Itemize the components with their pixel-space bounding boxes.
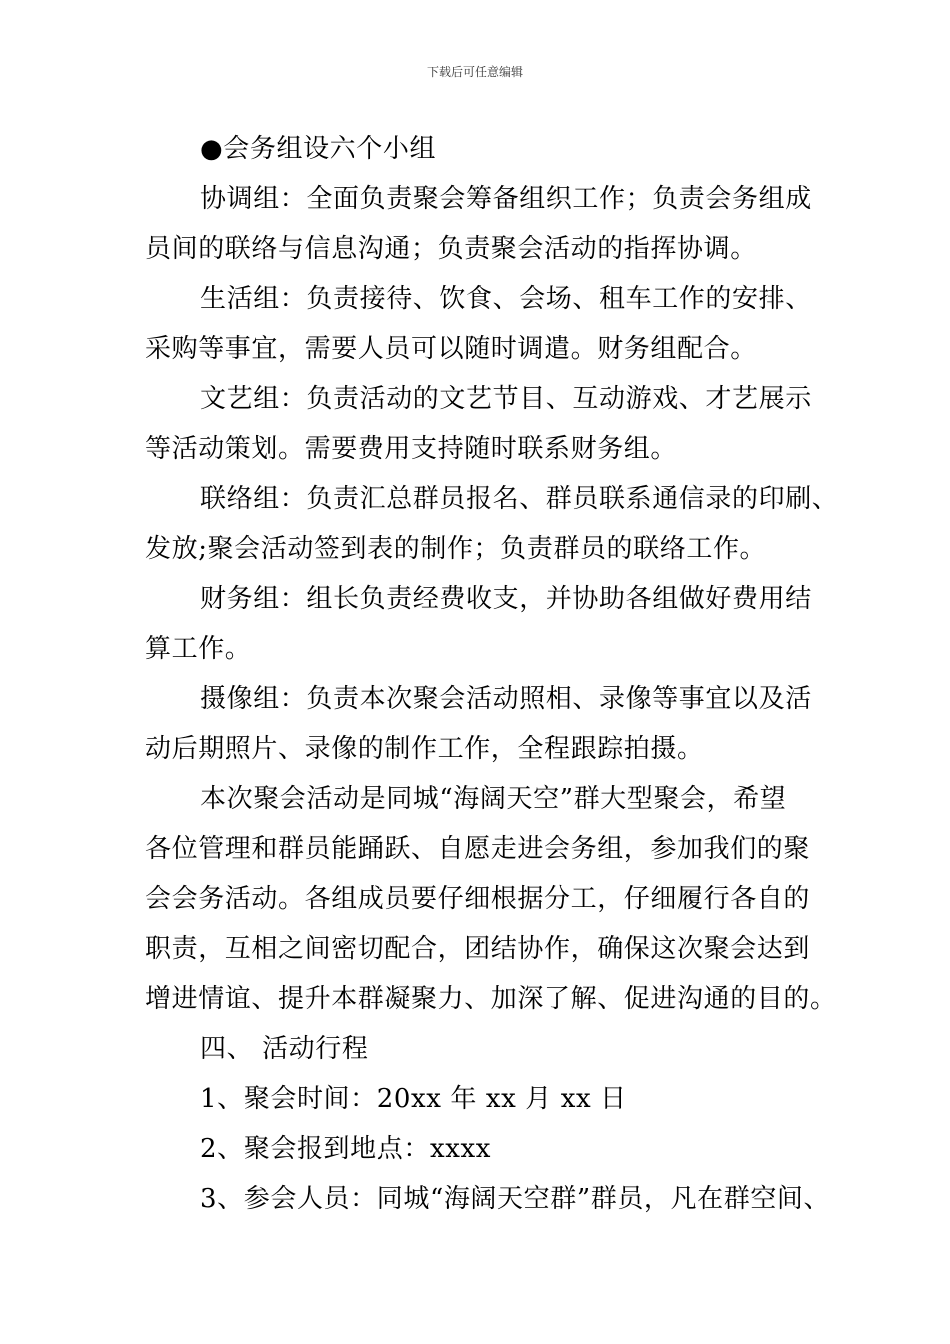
paragraph-line: 各位管理和群员能踊跃、自愿走进会务组，参加我们的聚	[145, 834, 811, 864]
list-item: 2、聚会报到地点：xxxx	[200, 1134, 491, 1164]
section-heading: 四、 活动行程	[200, 1034, 369, 1064]
paragraph-line: 协调组：全面负责聚会筹备组织工作；负责会务组成	[200, 184, 812, 214]
paragraph-line: 员间的联络与信息沟通；负责聚会活动的指挥协调。	[145, 234, 757, 264]
list-item: 3、参会人员：同城“海阔天空群”群员，凡在群空间、	[200, 1184, 831, 1214]
paragraph-line: 文艺组：负责活动的文艺节目、互动游戏、才艺展示	[200, 384, 812, 414]
paragraph-line: 本次聚会活动是同城“海阔天空”群大型聚会，希望	[200, 784, 787, 814]
paragraph-line: 动后期照片、录像的制作工作，全程跟踪拍摄。	[145, 734, 704, 764]
paragraph-line: 摄像组：负责本次聚会活动照相、录像等事宜以及活	[200, 684, 812, 714]
paragraph-line: 算工作。	[145, 634, 252, 664]
paragraph-line: 会会务活动。各组成员要仔细根据分工，仔细履行各自的	[145, 884, 811, 914]
list-item: 1、聚会时间：20xx 年 xx 月 xx 日	[200, 1084, 627, 1114]
document-body	[145, 124, 839, 1224]
paragraph-line: 职责，互相之间密切配合，团结协作，确保这次聚会达到	[145, 934, 811, 964]
paragraph-line: 采购等事宜，需要人员可以随时调遣。财务组配合。	[145, 334, 757, 364]
paragraph-line: 等活动策划。需要费用支持随时联系财务组。	[145, 434, 678, 464]
paragraph-line: 增进情谊、提升本群凝聚力、加深了解、促进沟通的目的。	[145, 984, 837, 1014]
section-heading: ●会务组设六个小组	[200, 134, 437, 164]
paragraph-line: 发放;聚会活动签到表的制作；负责群员的联络工作。	[145, 534, 767, 564]
paragraph-line: 联络组：负责汇总群员报名、群员联系通信录的印刷、	[200, 484, 839, 514]
paragraph-line: 财务组：组长负责经费收支，并协助各组做好费用结	[200, 584, 812, 614]
paragraph-line: 生活组：负责接待、饮食、会场、租车工作的安排、	[200, 284, 812, 314]
page-header: 下载后可任意编辑	[426, 65, 523, 79]
